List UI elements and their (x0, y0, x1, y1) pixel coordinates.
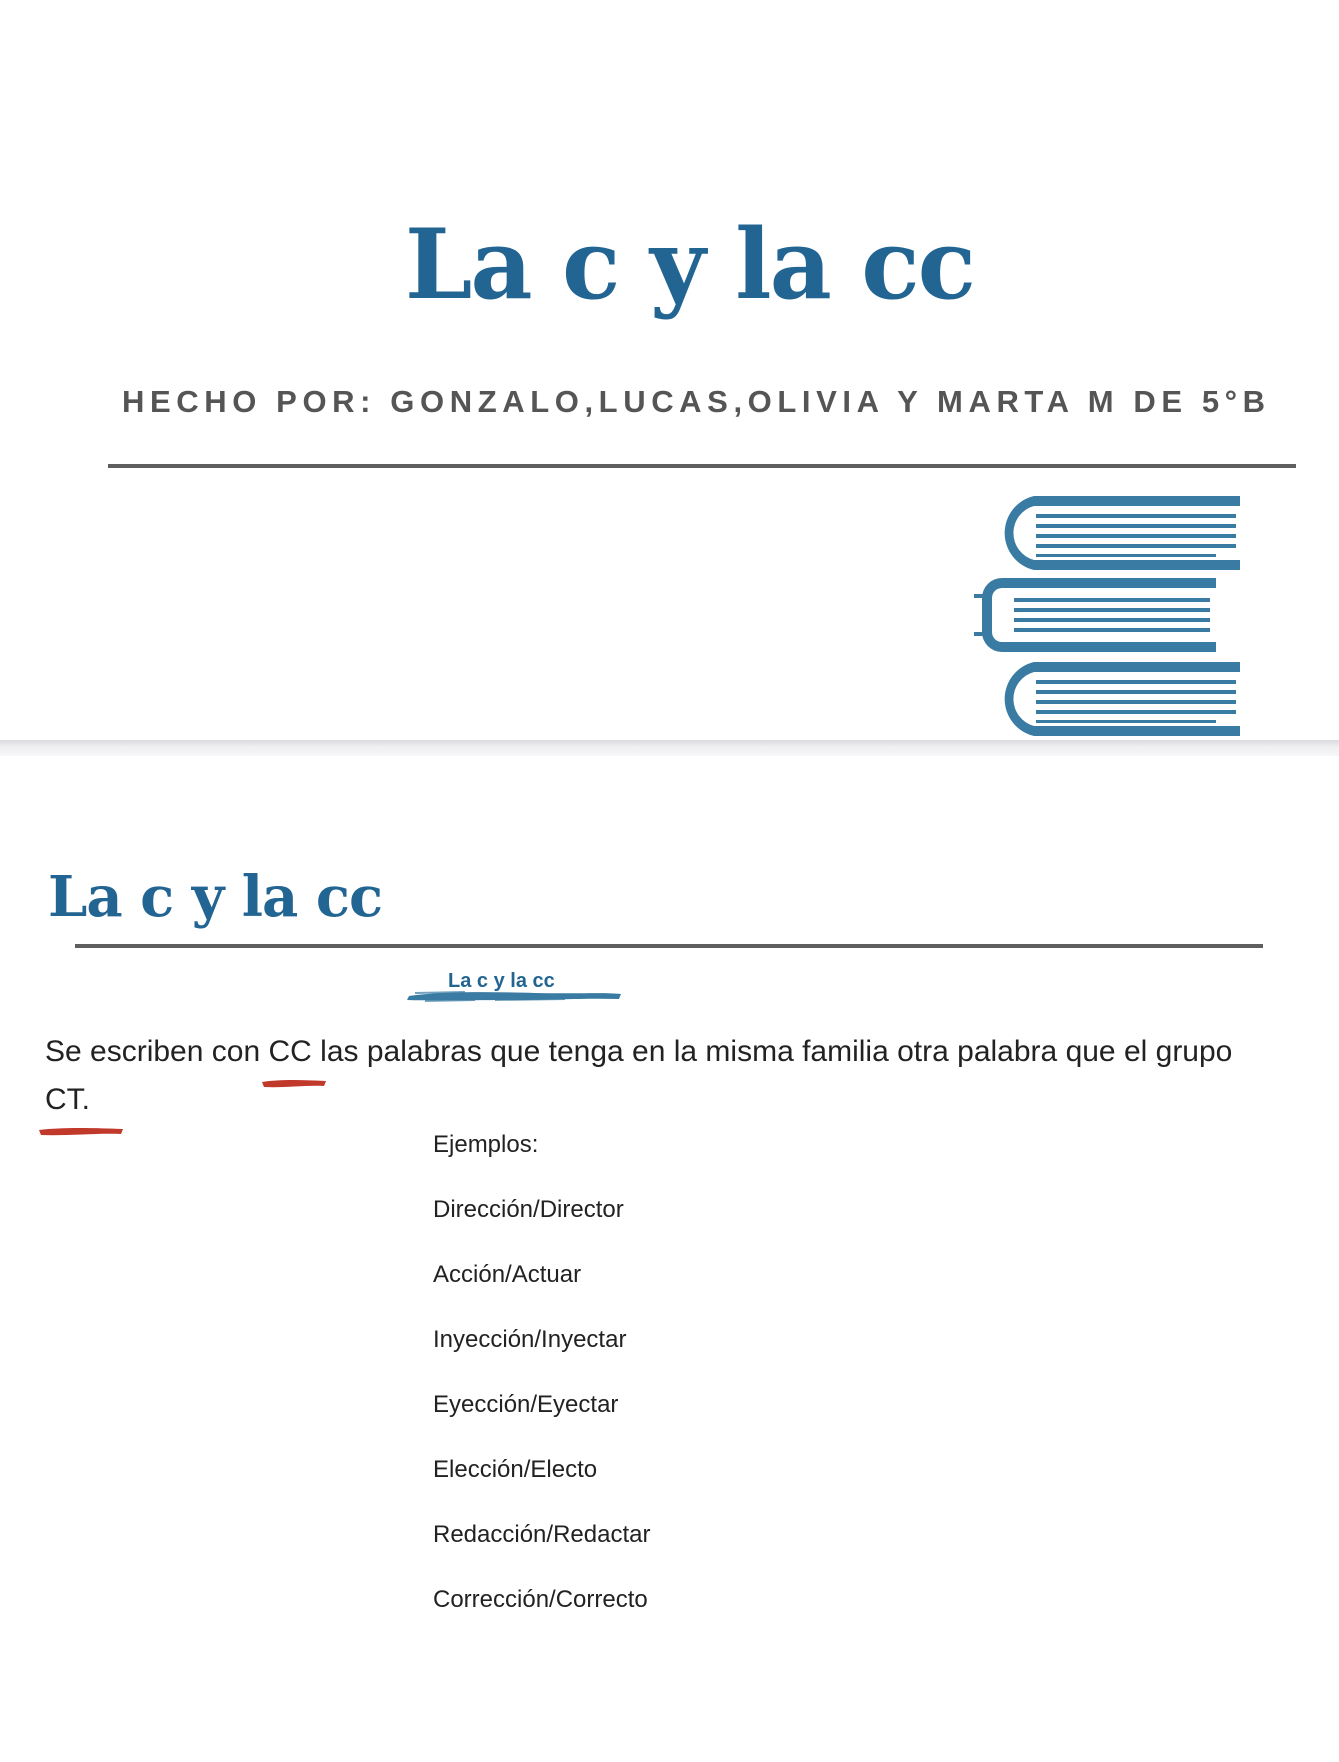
body-text-middle: las palabras que tenga en la misma familia otra palabra que el grupo (311, 1035, 1233, 1068)
cover-subtitle: HECHO POR: GONZALO,LUCAS,OLIVIA Y MARTA M DE 5°B (122, 384, 1271, 419)
example-item: Corrección/Correcto (433, 1586, 648, 1613)
red-brush-mark (260, 1076, 330, 1090)
example-item: Dirección/Director (433, 1196, 624, 1223)
example-item: Redacción/Redactar (433, 1521, 651, 1548)
mini-title-text: La c y la cc (448, 970, 555, 992)
cover-title: La c y la cc (404, 208, 975, 321)
example-item: Inyección/Inyectar (433, 1326, 627, 1353)
stack-of-books-icon (974, 494, 1244, 738)
content-divider (75, 944, 1263, 948)
red-brush-mark (37, 1124, 127, 1138)
cover-slide (0, 0, 1339, 740)
example-item: Elección/Electo (433, 1456, 598, 1483)
cover-divider (108, 464, 1296, 468)
example-item: Acción/Actuar (433, 1261, 582, 1288)
ct-text: CT. (45, 1083, 90, 1116)
examples-list (433, 1112, 650, 1632)
example-item: Eyección/Eyectar (433, 1391, 619, 1418)
mini-title-highlight (405, 964, 625, 1008)
slide-separator (0, 740, 1339, 756)
rule-paragraph (45, 1028, 1285, 1124)
cc-highlight (268, 1028, 311, 1076)
ct-highlight (45, 1076, 90, 1124)
content-title: La c y la cc (48, 864, 383, 930)
cc-text: CC (268, 1035, 312, 1068)
examples-heading: Ejemplos: (433, 1131, 539, 1158)
body-text-start: Se escriben con (45, 1035, 269, 1068)
